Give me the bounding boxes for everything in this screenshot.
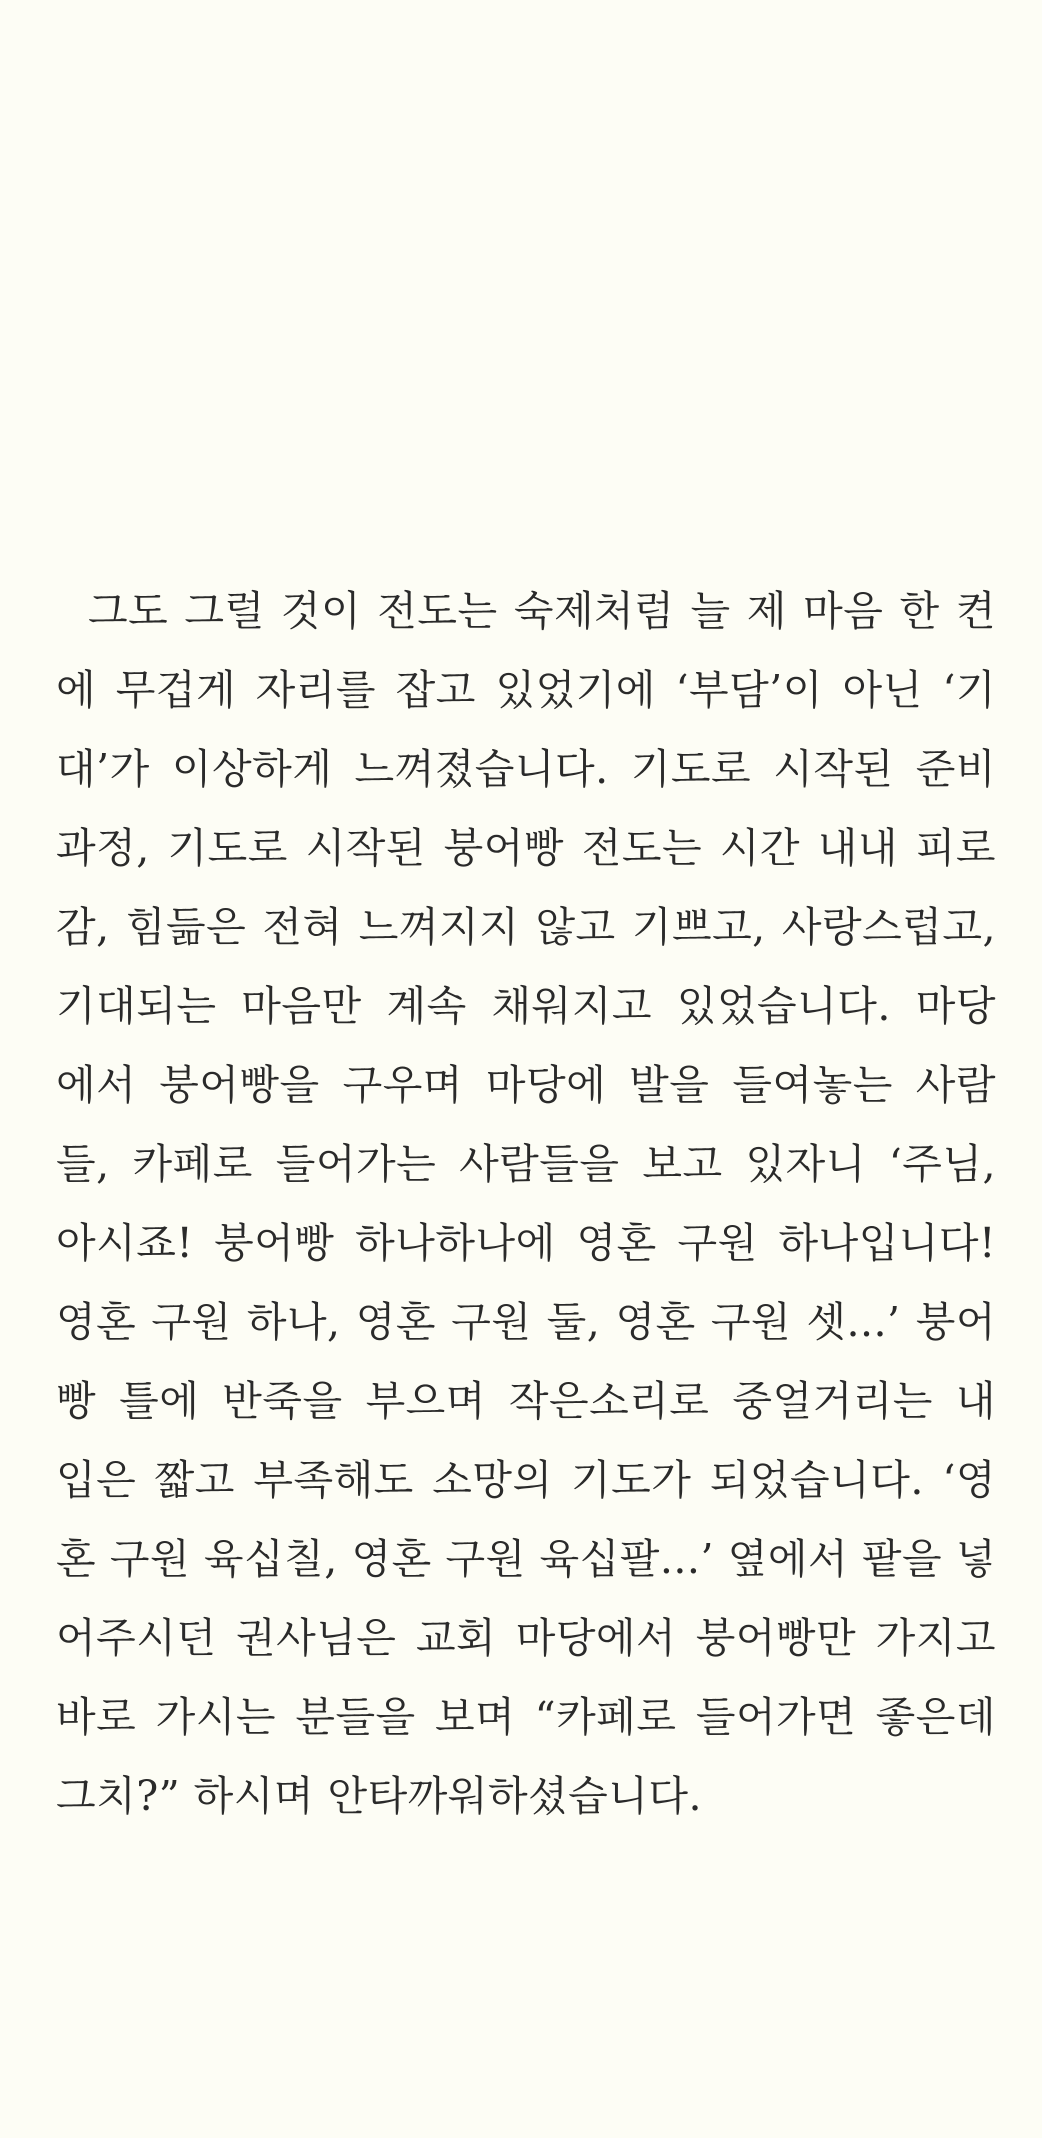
text-line: 기대되는 마음만 계속 채워지고 있었습니다. 마당 [56, 982, 996, 1030]
text-line: 아시죠! 붕어빵 하나하나에 영혼 구원 하나입니다! [56, 1219, 996, 1267]
text-line: 입은 짧고 부족해도 소망의 기도가 되었습니다. ‘영 [56, 1456, 996, 1504]
text-line: 어주시던 권사님은 교회 마당에서 붕어빵만 가지고 [56, 1614, 996, 1662]
text-line: 영혼 구원 하나, 영혼 구원 둘, 영혼 구원 셋...’ 붕어 [56, 1298, 996, 1346]
body-paragraph [56, 572, 996, 1836]
text-line: 감, 힘듦은 전혀 느껴지지 않고 기쁘고, 사랑스럽고, [56, 903, 996, 951]
text-line: 그치?” 하시며 안타까워하셨습니다. [56, 1772, 703, 1820]
text-line: 혼 구원 육십칠, 영혼 구원 육십팔...’ 옆에서 팥을 넣 [56, 1535, 996, 1583]
text-line: 과정, 기도로 시작된 붕어빵 전도는 시간 내내 피로 [56, 824, 996, 872]
text-line: 바로 가시는 분들을 보며 “카페로 들어가면 좋은데 [56, 1693, 996, 1741]
text-line: 그도 그럴 것이 전도는 숙제처럼 늘 제 마음 한 켠 [88, 587, 996, 635]
text-line: 에서 붕어빵을 구우며 마당에 발을 들여놓는 사람 [56, 1061, 996, 1109]
text-line: 대’가 이상하게 느껴졌습니다. 기도로 시작된 준비 [56, 745, 996, 793]
text-line: 에 무겁게 자리를 잡고 있었기에 ‘부담’이 아닌 ‘기 [56, 666, 996, 714]
text-line: 빵 틀에 반죽을 부으며 작은소리로 중얼거리는 내 [56, 1377, 996, 1425]
text-line: 들, 카페로 들어가는 사람들을 보고 있자니 ‘주님, [56, 1140, 996, 1188]
